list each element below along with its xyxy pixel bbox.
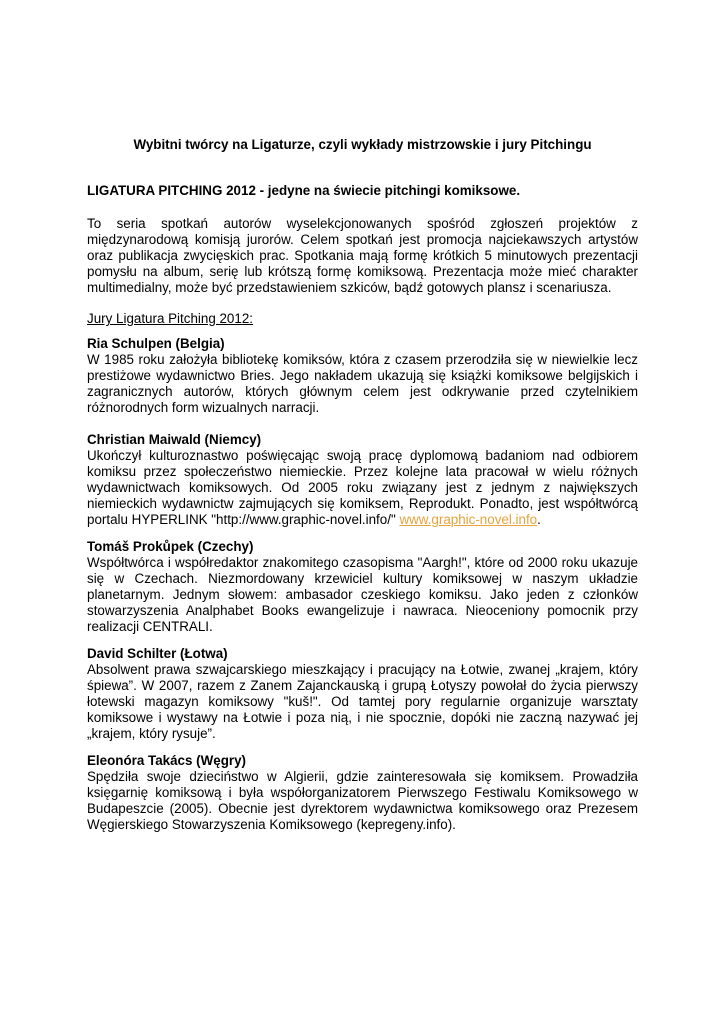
jury-member (87, 432, 638, 528)
jury-member-name: Eleonóra Takács (Węgry) (87, 753, 247, 768)
jury-heading: Jury Ligatura Pitching 2012: (87, 311, 253, 326)
intro-paragraph: To seria spotkań autorów wyselekcjonowanych spośród zgłoszeń projektów z międzynarodową komisją jurorów. Celem spotkań jest promocja najciekawszych artystów oraz publikacja zwycięskich prac. Spotkania mają formę krótkich 5 minutowych prezentacji pomysłu na album, serię lub krótszą formę komiksową. Prezentacja może mieć charakter multimedialny, może być przedstawieniem szkiców, bądź gotowych plansz i scenariusza. (87, 216, 638, 295)
jury-member-bio-end: . (537, 512, 541, 527)
jury-member-name: Ria Schulpen (Belgia) (87, 336, 225, 351)
graphic-novel-link[interactable]: www.graphic-novel.info (399, 512, 538, 527)
jury-member-name: David Schilter (Łotwa) (87, 646, 228, 661)
jury-member-bio (87, 448, 638, 528)
jury-member (87, 539, 638, 635)
jury-member (87, 753, 638, 833)
page-title: Wybitni twórcy na Ligaturze, czyli wykłady mistrzowskie i jury Pitchingu (133, 137, 592, 152)
lead-heading: LIGATURA PITCHING 2012 - jedyne na świecie pitchingi komiksowe. (87, 183, 521, 198)
jury-member-name: Christian Maiwald (Niemcy) (87, 432, 262, 447)
jury-member-bio-text: Ukończył kulturoznastwo poświęcając swoją pracę dyplomową badaniom nad odbiorem komiksu przez społeczeństwo niemieckie. Przez kolejne lata pracował w wielu różnych wydawnictwach komiksowych. Od 2005 roku związany jest z jednym z największych niemieckich wydawnictw zajmujących się komiksem, Reprodukt. Ponadto, jest współtwórcą portalu HYPERLINK "http://www.graphic-novel.info/" (87, 448, 638, 527)
jury-member-bio: Absolwent prawa szwajcarskiego mieszkający i pracujący na Łotwie, zwanej „krajem, który śpiewa”. W 2007, razem z Zanem Zajanckauską i grupą Łotyszy powołał do życia pierwszy łotewski magazyn komiksowy "kuš!". Od tamtej pory regularnie organizuje warsztaty komiksowe i wystawy na Łotwie i poza nią, i nie spocznie, dopóki nie zaczną nazywać jej „krajem, który rysuje”. (87, 662, 638, 741)
jury-member-bio: Współtwórca i współredaktor znakomitego czasopisma "Aargh!", które od 2000 roku ukazuje się w Czechach. Niezmordowany krzewiciel kultury komiksowej w naszym układzie planetarnym. Jednym słowem: ambasador czeskiego komiksu. Jako jeden z członków stowarzyszenia Analphabet Books ewangelizuje i nawraca. Nieoceniony pomocnik przy realizacji CENTRALI. (87, 555, 638, 634)
jury-member-bio: Spędziła swoje dzieciństwo w Algierii, gdzie zainteresowała się komiksem. Prowadziła księgarnię komiksową i była współorganizatorem Pierwszego Festiwalu Komiksowego w Budapeszcie (2005). Obecnie jest dyrektorem wydawnictwa komiksowego oraz Prezesem Węgierskiego Stowarzyszenia Komiksowego (kepregeny.info). (87, 769, 638, 832)
jury-member-bio: W 1985 roku założyła bibliotekę komiksów, która z czasem przerodziła się w niewielkie lecz prestiżowe wydawnictwo Bries. Jego nakładem ukazują się książki komiksowe belgijskich i zagranicznych autorów, których głównym celem jest odkrywanie przed czytelnikiem różnorodnych form wizualnych narracji. (87, 352, 638, 415)
jury-member (87, 336, 638, 416)
jury-member (87, 646, 638, 742)
jury-member-name: Tomáš Prokůpek (Czechy) (87, 539, 254, 554)
